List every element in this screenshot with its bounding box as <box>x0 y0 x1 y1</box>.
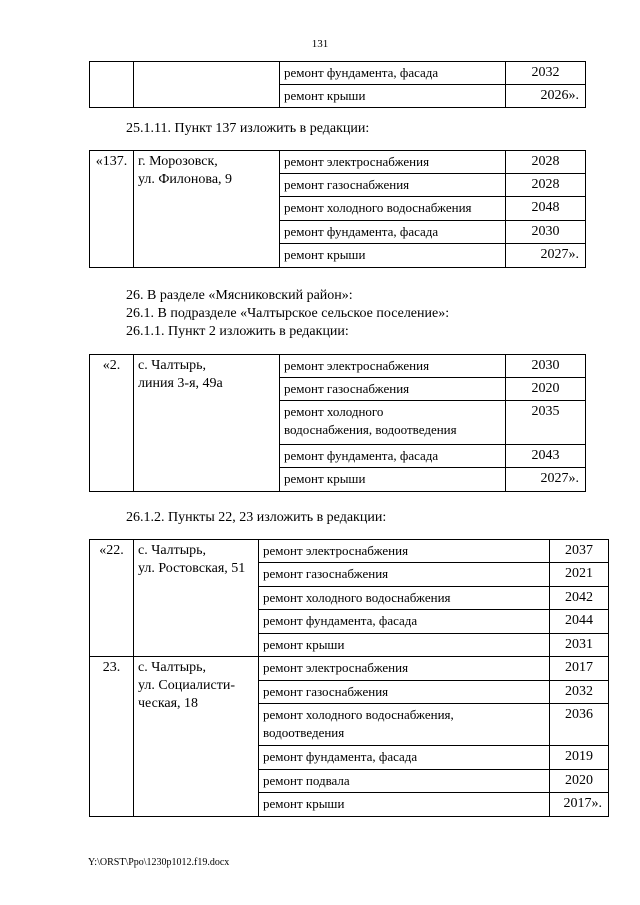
paragraph-26-1-2: 26.1.2. Пункты 22, 23 изложить в редакции: <box>126 510 387 525</box>
year-cell: 2035 <box>506 401 586 445</box>
year-cell: 2030 <box>506 355 586 378</box>
year-cell: 2031 <box>550 634 609 657</box>
address-cell <box>134 151 280 268</box>
num-cell <box>90 62 134 108</box>
year-cell: 2028 <box>506 151 586 174</box>
work-cell: ремонт крыши <box>280 244 506 268</box>
year-cell: 2027». <box>506 468 586 492</box>
table-row <box>90 355 586 378</box>
year-cell: 2028 <box>506 174 586 197</box>
year-cell: 2019 <box>550 746 609 770</box>
work-line: ремонт холодного <box>284 404 384 419</box>
work-cell: ремонт фундамента, фасада <box>280 62 506 85</box>
work-cell: ремонт фундамента, фасада <box>259 746 550 770</box>
paragraph-26-1-1: 26.1.1. Пункт 2 изложить в редакции: <box>126 324 349 339</box>
table-row <box>90 657 609 681</box>
work-cell: ремонт газоснабжения <box>280 174 506 197</box>
num-cell: «22. <box>90 540 134 657</box>
year-cell: 2036 <box>550 704 609 746</box>
year-cell: 2030 <box>506 221 586 244</box>
year-cell: 2048 <box>506 197 586 221</box>
table-row <box>90 540 609 563</box>
year-cell: 2026». <box>506 85 586 108</box>
year-cell: 2042 <box>550 587 609 610</box>
table-item-137 <box>89 150 586 268</box>
year-cell: 2021 <box>550 563 609 587</box>
address-line: с. Чалтырь, <box>138 660 207 675</box>
footer-file-path: Y:\ORST\Ppo\1230p1012.f19.docx <box>88 857 230 868</box>
work-cell: ремонт электроснабжения <box>259 540 550 563</box>
work-line: водоснабжения, водоотведения <box>284 422 457 437</box>
year-cell: 2032 <box>506 62 586 85</box>
work-cell: ремонт крыши <box>259 793 550 817</box>
address-cell <box>134 62 280 108</box>
table-continuation <box>89 61 586 108</box>
work-cell: ремонт крыши <box>280 468 506 492</box>
work-cell: ремонт фундамента, фасада <box>280 221 506 244</box>
work-cell: ремонт электроснабжения <box>280 355 506 378</box>
address-line: ул. Филонова, 9 <box>138 172 233 187</box>
address-line: с. Чалтырь, <box>138 543 207 558</box>
work-cell: ремонт холодного водоснабжения <box>280 197 506 221</box>
work-cell <box>259 704 550 746</box>
address-line: ул. Социалисти- <box>138 678 235 693</box>
paragraph-25-1-11: 25.1.11. Пункт 137 изложить в редакции: <box>126 121 370 136</box>
table-item-2 <box>89 354 586 492</box>
year-cell: 2017». <box>550 793 609 817</box>
work-line: ремонт холодного водоснабжения, <box>263 707 454 722</box>
work-cell: ремонт электроснабжения <box>280 151 506 174</box>
address-cell <box>134 657 259 817</box>
address-line: линия 3-я, 49а <box>138 376 223 391</box>
table-items-22-23 <box>89 539 609 817</box>
address-line: ул. Ростовская, 51 <box>138 561 246 576</box>
work-cell: ремонт холодного водоснабжения <box>259 587 550 610</box>
work-cell: ремонт подвала <box>259 770 550 793</box>
year-cell: 2017 <box>550 657 609 681</box>
work-cell: ремонт фундамента, фасада <box>259 610 550 634</box>
work-line: водоотведения <box>263 725 345 740</box>
work-cell: ремонт газоснабжения <box>259 681 550 704</box>
year-cell: 2032 <box>550 681 609 704</box>
paragraph-26: 26. В разделе «Мясниковский район»: <box>126 288 353 303</box>
address-line: с. Чалтырь, <box>138 358 207 373</box>
work-cell: ремонт крыши <box>259 634 550 657</box>
work-cell: ремонт фундамента, фасада <box>280 445 506 468</box>
address-cell <box>134 540 259 657</box>
year-cell: 2037 <box>550 540 609 563</box>
work-cell: ремонт газоснабжения <box>259 563 550 587</box>
address-line: г. Морозовск, <box>138 154 218 169</box>
num-cell: «2. <box>90 355 134 492</box>
year-cell: 2044 <box>550 610 609 634</box>
num-cell: 23. <box>90 657 134 817</box>
year-cell: 2020 <box>550 770 609 793</box>
year-cell: 2043 <box>506 445 586 468</box>
address-line: ческая, 18 <box>138 696 199 711</box>
year-cell: 2027». <box>506 244 586 268</box>
work-cell: ремонт электроснабжения <box>259 657 550 681</box>
paragraph-26-1: 26.1. В подразделе «Чалтырское сельское поселение»: <box>126 306 450 321</box>
address-cell <box>134 355 280 492</box>
table-row <box>90 62 586 85</box>
work-cell: ремонт газоснабжения <box>280 378 506 401</box>
page-number: 131 <box>311 38 329 50</box>
table-row <box>90 151 586 174</box>
num-cell: «137. <box>90 151 134 268</box>
work-cell <box>280 401 506 445</box>
work-cell: ремонт крыши <box>280 85 506 108</box>
year-cell: 2020 <box>506 378 586 401</box>
